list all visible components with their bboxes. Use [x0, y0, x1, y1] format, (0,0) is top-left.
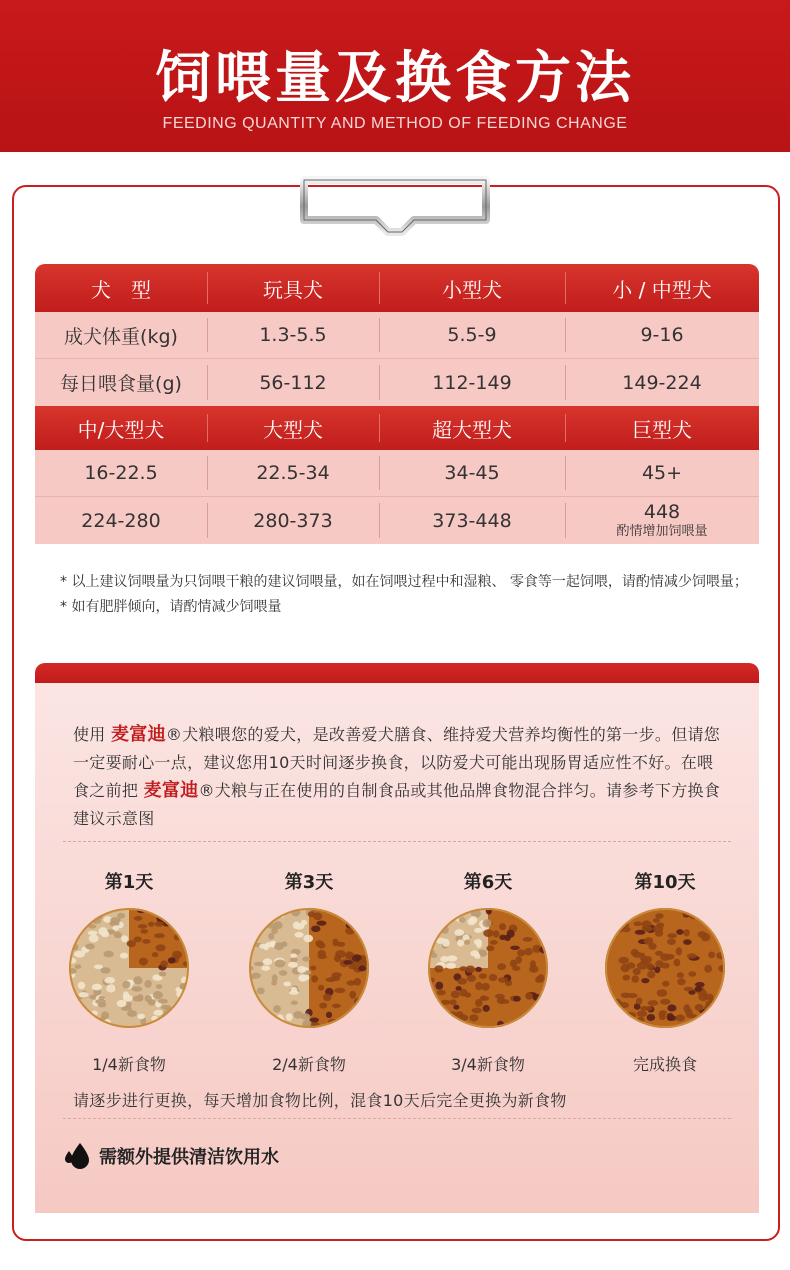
new-kibble	[704, 965, 712, 973]
table-cell-stack	[565, 497, 759, 544]
new-kibble	[315, 940, 323, 947]
new-kibble	[688, 971, 696, 976]
intro-paragraph	[73, 721, 723, 833]
table-row	[35, 450, 759, 497]
new-kibble	[695, 982, 705, 987]
old-kibble	[275, 960, 286, 968]
water-tip	[63, 1141, 279, 1171]
new-kibble	[632, 975, 640, 983]
header-cell: 小型犬	[379, 264, 565, 312]
old-kibble	[283, 982, 291, 987]
new-kibble	[479, 973, 487, 979]
new-kibble	[498, 977, 508, 983]
header-cell: 中/大型犬	[77, 417, 165, 442]
old-kibble	[153, 991, 163, 999]
intro-text: ®犬粮喂您的爱犬，是改善爱犬膳食、维持爱犬营养均衡性的第一步。但请您一定要耐心一点，建议您用10天时间逐步换食，以防爱犬可能出现肠胃适应性不好。在喂食之前把	[73, 725, 721, 800]
new-kibble	[456, 986, 462, 991]
new-kibble	[152, 952, 159, 957]
new-kibble	[139, 958, 148, 966]
new-food-quadrant	[665, 968, 727, 1030]
old-kibble	[281, 941, 288, 947]
day-label: 第10天	[634, 872, 696, 893]
new-kibble	[450, 999, 457, 1005]
new-kibble	[140, 929, 148, 934]
new-kibble	[676, 947, 682, 955]
table-cell: 1.3-5.5	[207, 312, 379, 358]
new-kibble	[683, 929, 690, 936]
table-cell: 224-280	[81, 509, 161, 532]
new-kibble	[310, 1018, 319, 1023]
old-kibble	[268, 933, 274, 940]
new-kibble	[326, 978, 336, 983]
new-kibble	[517, 949, 525, 956]
new-kibble	[708, 952, 715, 959]
food-change-days	[35, 868, 759, 1074]
table-header-row	[35, 406, 759, 450]
new-kibble	[435, 982, 443, 990]
table-cell: 22.5-34	[207, 450, 379, 496]
new-kibble	[646, 963, 653, 970]
new-kibble	[345, 952, 355, 957]
old-kibble	[476, 940, 482, 948]
new-kibble	[684, 987, 694, 992]
water-tip-text: 需额外提供清洁饮用水	[99, 1147, 279, 1168]
new-kibble	[354, 978, 361, 986]
new-kibble	[451, 991, 460, 999]
new-kibble	[469, 1014, 478, 1021]
old-kibble	[474, 928, 482, 933]
new-kibble	[489, 974, 498, 981]
old-kibble	[117, 913, 125, 919]
table-cell: 448	[643, 501, 681, 523]
panel-top-bar	[35, 663, 759, 683]
old-kibble	[104, 977, 115, 984]
new-kibble	[308, 911, 315, 917]
table-cell: 149-224	[565, 359, 759, 406]
divider	[63, 1118, 731, 1119]
brand-name: 麦富迪	[111, 724, 166, 745]
new-kibble	[655, 913, 663, 919]
new-kibble	[637, 1010, 647, 1017]
new-kibble	[465, 966, 475, 974]
old-kibble	[101, 1011, 109, 1019]
bowl-mix-icon	[426, 906, 550, 1030]
day-item	[59, 868, 199, 1075]
new-kibble	[154, 921, 163, 926]
new-kibble	[311, 926, 320, 933]
new-kibble	[647, 1014, 655, 1021]
new-kibble	[467, 975, 476, 982]
new-kibble	[168, 957, 176, 963]
divider	[63, 841, 731, 842]
old-kibble	[123, 991, 129, 998]
new-kibble	[317, 950, 326, 957]
old-kibble	[75, 964, 82, 969]
new-kibble	[524, 948, 532, 956]
old-kibble	[95, 999, 106, 1004]
note-item: * 如有肥胖倾向，请酌情减少饲喂量	[60, 599, 282, 615]
new-kibble	[626, 962, 635, 968]
table-row	[35, 312, 759, 359]
footer-note: 请逐步进行更换，每天增加食物比例，混食10天后完全更换为新食物	[73, 1091, 567, 1110]
old-kibble	[279, 970, 287, 976]
intro-text: 使用	[73, 725, 106, 744]
day-item	[595, 868, 735, 1075]
old-kibble	[286, 1013, 293, 1021]
new-kibble	[475, 982, 483, 990]
old-kibble	[271, 980, 277, 986]
old-kibble	[288, 962, 298, 968]
note-item: * 以上建议饲喂量为只饲喂干粮的建议饲喂量，如在饲喂过程中和湿粮、 零食等一起饲喂，请酌情减少饲喂量；	[60, 574, 748, 590]
header-cell: 犬 型	[91, 277, 151, 302]
old-kibble	[454, 929, 464, 936]
day-item	[239, 868, 379, 1075]
new-kibble	[332, 1004, 341, 1008]
new-kibble	[332, 939, 338, 947]
new-kibble	[326, 1012, 332, 1018]
old-kibble	[127, 1010, 137, 1017]
new-kibble	[661, 963, 670, 969]
old-kibble	[133, 976, 142, 984]
new-kibble	[676, 929, 683, 935]
old-kibble	[470, 916, 478, 924]
old-kibble	[291, 1001, 298, 1005]
new-kibble	[644, 1006, 652, 1010]
old-kibble	[301, 920, 307, 926]
new-kibble	[490, 940, 498, 945]
new-kibble	[472, 1008, 482, 1014]
new-kibble	[676, 1014, 686, 1021]
old-kibble	[273, 1005, 281, 1013]
old-kibble	[79, 992, 89, 998]
old-kibble	[137, 1014, 145, 1020]
row-label: 成犬体重(kg)	[64, 325, 178, 348]
new-kibble	[497, 963, 506, 970]
intro-text: ®犬粮与正在使用的自制食品或其他品牌食物混合拌匀。请参考下方换食建议示意图	[73, 781, 721, 828]
new-kibble	[310, 966, 316, 971]
old-kibble	[122, 981, 130, 989]
new-kibble	[642, 920, 652, 928]
new-kibble	[475, 967, 482, 972]
new-kibble	[529, 965, 538, 972]
new-kibble	[437, 990, 446, 996]
bowl-mix-icon	[247, 906, 371, 1030]
old-kibble	[303, 935, 313, 943]
new-kibble	[127, 940, 136, 947]
new-kibble	[465, 992, 472, 997]
table-row	[35, 497, 759, 544]
new-kibble	[493, 930, 500, 937]
new-kibble	[318, 985, 324, 991]
new-kibble	[636, 998, 642, 1005]
table-cell: 56-112	[207, 359, 379, 406]
table-cell: 9-16	[565, 312, 759, 358]
table-cell: 34-45	[379, 450, 565, 496]
new-kibble	[648, 1000, 659, 1006]
new-kibble	[510, 946, 520, 950]
old-kibble	[302, 956, 310, 961]
header-cell: 大型犬	[207, 406, 379, 450]
new-kibble	[685, 1009, 693, 1017]
new-kibble	[483, 1005, 490, 1012]
new-kibble	[657, 989, 668, 996]
new-kibble	[662, 981, 669, 987]
old-kibble	[159, 972, 167, 977]
old-kibble	[85, 944, 95, 950]
old-kibble	[251, 973, 260, 979]
new-kibble	[156, 944, 166, 951]
new-kibble	[659, 1014, 666, 1020]
new-kibble	[334, 988, 345, 993]
new-kibble	[148, 922, 154, 927]
old-kibble	[470, 950, 479, 956]
new-kibble	[332, 972, 342, 978]
old-kibble	[153, 1010, 163, 1016]
new-kibble	[683, 939, 692, 945]
row-label: 每日喂食量(g)	[60, 373, 182, 395]
bowl-mix-icon	[67, 906, 191, 1030]
page-subtitle: FEEDING QUANTITY AND METHOD OF FEEDING CHANGE	[162, 115, 628, 132]
day-caption: 2/4新食物	[272, 1055, 346, 1074]
day-label: 第1天	[104, 872, 154, 893]
old-kibble	[120, 953, 128, 959]
new-kibble	[674, 959, 681, 967]
header-banner	[0, 0, 790, 152]
old-kibble	[78, 982, 86, 990]
new-kibble	[349, 991, 356, 999]
old-kibble	[263, 958, 273, 965]
old-kibble	[254, 962, 264, 966]
new-kibble	[495, 994, 505, 999]
table-cell: 16-22.5	[84, 462, 158, 484]
new-kibble	[667, 933, 677, 938]
new-kibble	[654, 967, 660, 973]
brand-name: 麦富迪	[143, 780, 199, 801]
new-kibble	[134, 937, 142, 943]
old-kibble	[297, 966, 306, 973]
new-kibble	[695, 987, 703, 992]
day-item	[418, 868, 558, 1075]
new-kibble	[142, 939, 150, 944]
new-kibble	[513, 996, 521, 1002]
old-kibble	[295, 932, 304, 938]
table-cell: 112-149	[379, 359, 565, 406]
old-kibble	[442, 939, 449, 947]
old-kibble	[144, 980, 151, 988]
table-cell: 45+	[565, 450, 759, 496]
old-kibble	[145, 995, 152, 1002]
old-kibble	[457, 939, 464, 946]
day-label: 第6天	[463, 872, 513, 893]
new-kibble	[695, 1004, 704, 1011]
old-kibble	[464, 940, 470, 945]
old-kibble	[291, 987, 297, 992]
new-kibble	[348, 965, 356, 969]
old-kibble	[483, 919, 492, 927]
new-kibble	[641, 978, 649, 983]
new-kibble	[667, 1004, 676, 1011]
day-caption: 3/4新食物	[451, 1055, 525, 1074]
new-kibble	[486, 945, 494, 951]
old-kibble	[158, 999, 168, 1004]
new-kibble	[523, 937, 533, 942]
new-kibble	[655, 951, 663, 956]
new-kibble	[319, 1003, 327, 1009]
new-kibble	[621, 993, 631, 999]
table-header-row	[35, 264, 759, 312]
table-cell: 5.5-9	[379, 312, 565, 358]
new-kibble	[677, 978, 686, 985]
new-kibble	[687, 953, 697, 958]
new-kibble	[665, 954, 675, 960]
feeding-notes	[60, 570, 750, 620]
feeding-table	[35, 264, 759, 544]
new-kibble	[499, 935, 506, 940]
new-kibble	[697, 931, 706, 938]
old-kibble	[161, 1005, 172, 1010]
new-kibble	[653, 918, 660, 923]
old-kibble	[263, 944, 269, 950]
new-kibble	[507, 930, 515, 938]
new-kibble	[499, 923, 506, 930]
header-cell: 超大型犬	[379, 406, 565, 450]
old-kibble	[290, 953, 297, 957]
day-label: 第3天	[284, 872, 334, 893]
new-kibble	[647, 971, 655, 978]
new-kibble	[660, 999, 670, 1005]
new-kibble	[535, 976, 542, 983]
new-kibble	[138, 924, 147, 929]
page-title: 饲喂量及换食方法	[155, 46, 635, 111]
new-kibble	[704, 994, 713, 1000]
day-caption: 1/4新食物	[92, 1055, 166, 1074]
new-kibble	[323, 994, 332, 1002]
new-kibble	[475, 999, 483, 1007]
header-cell: 巨型犬	[565, 406, 759, 450]
header-cell: 小 / 中型犬	[565, 264, 759, 312]
day-caption: 完成换食	[632, 1055, 697, 1074]
old-kibble	[132, 986, 143, 991]
new-kibble	[434, 965, 443, 972]
table-cell-note: 酌情增加饲喂量	[616, 524, 708, 539]
old-kibble	[301, 1013, 311, 1020]
old-kibble	[261, 966, 270, 971]
table-cell: 373-448	[379, 497, 565, 544]
old-kibble	[298, 975, 307, 981]
old-kibble	[121, 935, 128, 942]
food-change-panel	[35, 663, 759, 1213]
new-kibble	[633, 952, 643, 958]
old-kibble	[101, 931, 109, 938]
new-kibble	[160, 960, 168, 967]
bowl-mix-icon	[603, 906, 727, 1030]
new-kibble	[334, 954, 341, 962]
new-kibble	[667, 938, 676, 945]
old-kibble	[103, 951, 114, 958]
new-kibble	[481, 996, 489, 1001]
old-kibble	[293, 922, 300, 929]
old-kibble	[290, 958, 298, 963]
table-row	[35, 359, 759, 406]
new-kibble	[134, 916, 143, 921]
header-cell: 玩具犬	[207, 264, 379, 312]
new-kibble	[667, 1013, 675, 1021]
new-kibble	[644, 937, 654, 945]
new-kibble	[623, 975, 630, 981]
new-kibble	[154, 933, 165, 938]
old-kibble	[94, 965, 103, 970]
old-kibble	[92, 984, 102, 991]
new-kibble	[457, 978, 467, 984]
old-kibble	[132, 996, 142, 1002]
new-kibble	[633, 921, 642, 926]
old-kibble	[89, 934, 99, 942]
new-kibble	[453, 1005, 459, 1010]
new-kibble	[653, 925, 663, 933]
water-drop-icon	[63, 1141, 91, 1171]
new-kibble	[317, 921, 327, 926]
old-kibble	[440, 956, 449, 962]
new-kibble	[618, 957, 629, 964]
old-kibble	[106, 984, 116, 992]
old-kibble	[459, 917, 466, 923]
new-kibble	[483, 929, 493, 937]
clipboard-clip-icon	[298, 174, 492, 238]
table-cell: 280-373	[207, 497, 379, 544]
old-kibble	[257, 987, 265, 994]
new-kibble	[510, 960, 517, 968]
new-kibble	[677, 972, 684, 978]
new-kibble	[311, 975, 318, 982]
old-kibble	[156, 984, 163, 989]
new-kibble	[526, 992, 532, 999]
old-kibble	[446, 963, 456, 969]
